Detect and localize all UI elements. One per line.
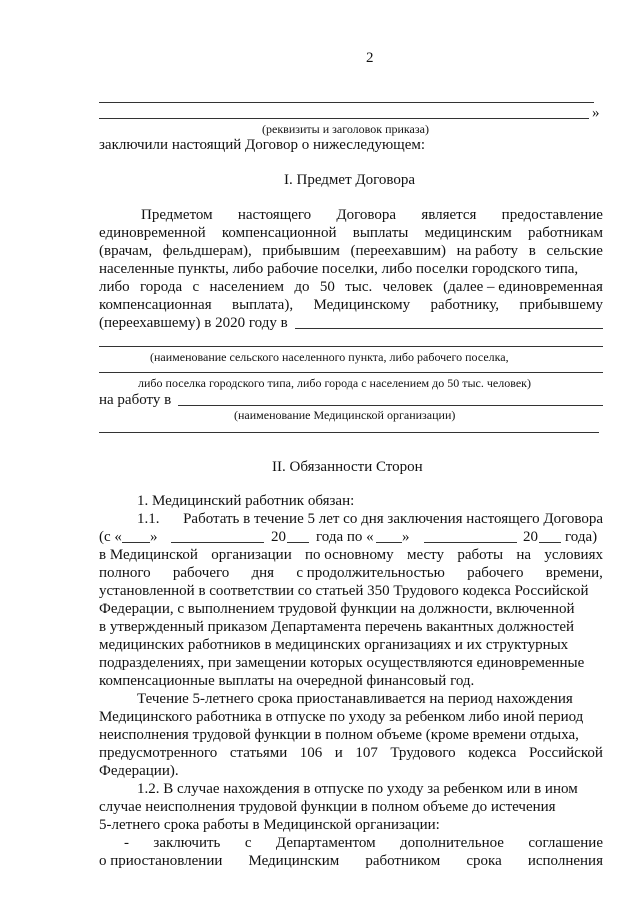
item-1-1-line-6: медицинских работников в медицинских организациях и их структурных — [99, 637, 569, 653]
org-caption: (наименование Медицинской организации) — [234, 408, 456, 422]
item-1-2-line-1: случае неисполнения трудовой функции в полном объеме до истечения — [99, 799, 556, 815]
settlement-caption-1: (наименование сельского населенного пункта, либо рабочего поселка, — [150, 350, 509, 364]
settlement-blank-1 — [295, 328, 603, 329]
date-open-a: (с « — [99, 529, 122, 545]
date-month-b-blank — [424, 542, 517, 543]
section1-line-4: населенные пункты, либо рабочие поселки, либо поселки городского типа, — [99, 261, 579, 277]
date-close-a: » — [150, 529, 158, 545]
item-1-1-last: компенсационные выплаты на очередной финансовый год. — [99, 673, 475, 689]
date-year-a-blank — [287, 542, 309, 543]
date-close-b: » — [402, 529, 410, 545]
item-1: 1. Медицинский работник обязан: — [137, 493, 355, 509]
section1-line-1: Предметом настоящего Договора является предоставление — [141, 207, 603, 223]
item-1-1-line-2: полного рабочего дня с продолжительностью рабочего времени, — [99, 565, 603, 581]
settlement-blank-2 — [99, 346, 603, 347]
item-1-1-line-7: подразделениях, при замещении которых осуществляются единовременные — [99, 655, 585, 671]
suspend-line-1: Медицинского работника в отпуске по уходу за ребенком либо иной период — [99, 709, 584, 725]
suspend-first: Течение 5-летнего срока приостанавливается на период нахождения — [137, 691, 573, 707]
date-end: года) — [565, 529, 598, 545]
date-po: года по « — [316, 529, 374, 545]
org-blank-2 — [99, 432, 599, 433]
date-month-a-blank — [171, 542, 264, 543]
item-1-1-line-5: в утвержденный приказом Департамента перечень вакантных должностей — [99, 619, 575, 635]
work-prefix: на работу в — [99, 392, 172, 408]
intro-line: заключили настоящий Договор о нижеследующем: — [99, 137, 426, 153]
date-year-b: 20 — [523, 529, 538, 545]
requisites-caption: (реквизиты и заголовок приказа) — [262, 122, 429, 136]
settlement-caption-2: либо поселка городского типа, либо города с населением до 50 тыс. человек) — [138, 376, 531, 390]
section1-line-3: (врачам, фельдшерам), прибывшим (переехавшим) на работу в сельские — [99, 243, 603, 259]
suspend-last: Федерации). — [99, 763, 179, 779]
header-rule-1 — [99, 102, 594, 103]
section2-title: II. Обязанности Сторон — [272, 459, 423, 475]
final-line: о приостановлении Медицинским работником срока исполнения — [99, 853, 603, 869]
header-rule-2 — [99, 118, 589, 119]
item-1-1-first: 1.1. Работать в течение 5 лет со дня заключения настоящего Договора — [137, 511, 603, 527]
item-1-1-line-1: в Медицинской организации по основному месту работы на условиях — [99, 547, 603, 563]
header-rule-quote: » — [592, 105, 600, 121]
settlement-blank-3 — [99, 372, 603, 373]
section1-line-6: компенсационная выплата), Медицинскому работнику, прибывшему — [99, 297, 603, 313]
dash-line: - заключить с Департаментом дополнительное соглашение — [124, 835, 603, 851]
page-number: 2 — [366, 50, 374, 66]
date-year-a: 20 — [271, 529, 286, 545]
date-year-b-blank — [539, 542, 561, 543]
item-1-2-last: 5-летнего срока работы в Медицинской организации: — [99, 817, 440, 833]
section1-line-2: единовременной компенсационной выплаты медицинским работникам — [99, 225, 603, 241]
suspend-line-2: неисполнения трудовой функции в полном объеме (кроме времени отдыха, — [99, 727, 579, 743]
item-1-1-line-3: установленной в соответствии со статьей 350 Трудового кодекса Российской — [99, 583, 589, 599]
date-day-a-blank — [122, 542, 150, 543]
section1-line-5: либо города с населением до 50 тыс. человек (далее – единовременная — [99, 279, 603, 295]
section1-last-line: (переехавшему) в 2020 году в — [99, 315, 288, 331]
item-1-1-line-4: Федерации, с выполнением трудовой функции на должности, включенной — [99, 601, 575, 617]
suspend-line-3: предусмотренного статьями 106 и 107 Трудового кодекса Российской — [99, 745, 603, 761]
section1-title: I. Предмет Договора — [284, 172, 416, 188]
date-day-b-blank — [376, 542, 402, 543]
org-blank-1 — [178, 405, 603, 406]
item-1-2-first: 1.2. В случае нахождения в отпуске по уходу за ребенком или в ином — [137, 781, 578, 797]
